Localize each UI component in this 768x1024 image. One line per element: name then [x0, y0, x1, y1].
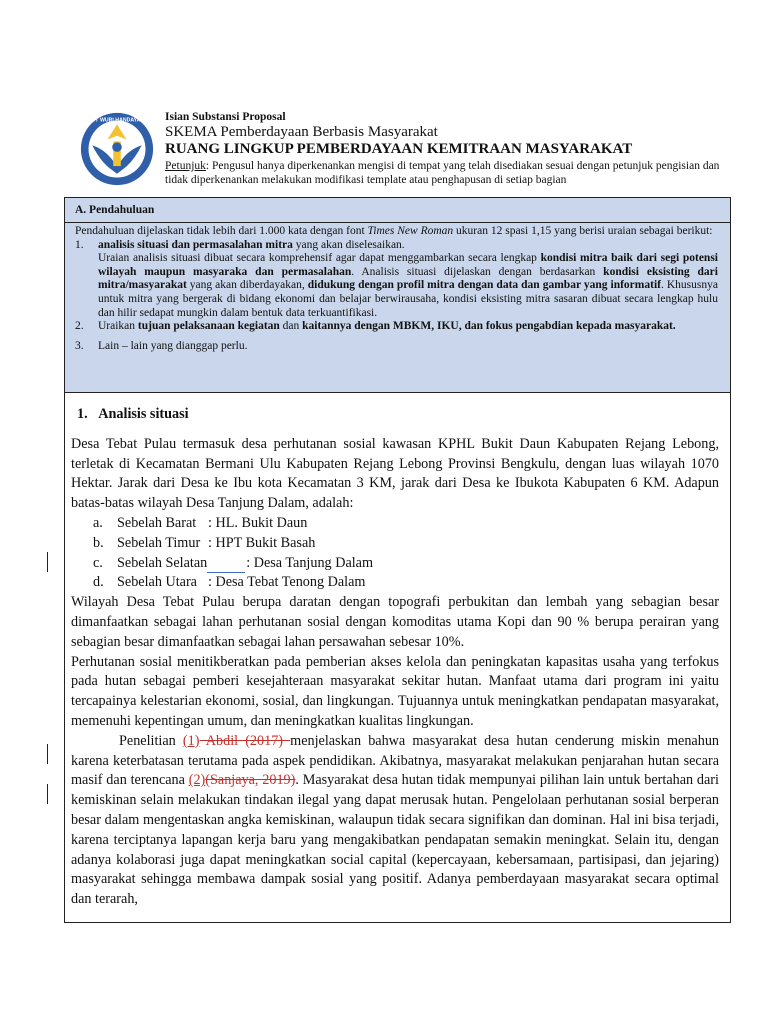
section-analisis-situasi	[65, 393, 730, 922]
section-a-guidance	[65, 223, 730, 393]
tracked-insertion: (1)	[182, 732, 200, 749]
tracked-deletion: (Sanjaya, 2019)	[205, 772, 296, 789]
guidance-item-3: 3. Lain – lain yang dianggap perlu.	[75, 339, 248, 352]
tut-wuri-handayani-logo	[79, 111, 155, 187]
list-item: a. Sebelah Barat : HL. Bukit Daun	[93, 514, 308, 531]
document-header	[165, 110, 735, 187]
guidance-item-2: 2. Uraikan tujuan pelaksanaan kegiatan dan kaitannya dengan MBKM, IKU, dan fokus pengabdian kepada masyarakat.	[75, 320, 676, 333]
guidance-item-1-detail: Uraian analisis situasi dibuat secara komprehensif agar dapat menggambarkan secara lengkap kondisi mitra baik dari segi potensi wilayah maupun masyaraka dan permasalahan. Analisis situasi dijelaskan dengan berdasarkan kondisi eksisting dari mitra/masyarakat yang akan diberdayakan, didukung dengan profil mitra dengan data dan gambar yang informatif. Khususnya untuk mitra yang bergerak di bidang ekonomi dan belajar berwirausaha, kondisi eksisting mitra sasaran dibuat secara lengkap hulu dan hilir sedapat mungkin dalam bentuk data terkuantifikasi.	[98, 252, 718, 319]
paragraph-social-forestry: Perhutanan sosial menitikberatkan pada pemberian akses kelola dan peningkatan kapasitas usaha yang terfokus pada hutan sebagai pemberi kesejahteraan masyarakat sekitar hutan. Manfaat utama dari program ini yaitu tercapainya kelestarian ekonomi, sosial, dan lingkungan. Tujuannya untuk meningkatkan pendapatan masyarakat, memenuhi kepentingan umum, dan meningkatkan kualitas lingkungan.	[71, 653, 719, 729]
instructions-text: : Pengusul hanya diperkenankan mengisi di tempat yang telah disediakan sesuai dengan petunjuk pengisian dan tidak diperkenankan melakukan modifikasi template atau penghapusan di setiap bagian	[165, 160, 720, 186]
section-heading: 1. Analisis situasi	[77, 406, 189, 422]
list-item: c. Sebelah Selatan : Desa Tanjung Dalam	[93, 554, 719, 574]
border-list	[71, 514, 719, 593]
guidance-item-1: 1. analisis situasi dan permasalahan mitra yang akan diselesaikan.	[75, 238, 405, 251]
header-scope: RUANG LINGKUP PEMBERDAYAAN KEMITRAAN MASYARAKAT	[165, 141, 633, 157]
tracked-insertion-mark	[207, 554, 245, 574]
paragraph-topography: Wilayah Desa Tebat Pulau berupa daratan dengan topografi perbukitan dan lembah yang sebagian besar dimanfaatkan sebagai lahan perhutanan sosial dengan komoditas utama Kopi dan 90 % berupa perairan yang sebagian besar dimanfaatkan sebagai lahan persawahan sebesar 10%.	[71, 594, 719, 650]
header-line1: Isian Substansi Proposal	[165, 111, 286, 123]
proposal-table	[64, 197, 731, 923]
header-instructions	[165, 159, 735, 187]
change-bar	[47, 784, 48, 804]
change-bar	[47, 744, 48, 764]
section-a-title: A. Pendahuluan	[65, 198, 730, 223]
logo-text: TUT WURI HANDAYANI	[88, 117, 146, 124]
change-bar	[47, 552, 48, 572]
list-item: d. Sebelah Utara : Desa Tebat Tenong Dalam	[93, 574, 366, 591]
header-scheme: SKEMA Pemberdayaan Berbasis Masyarakat	[165, 124, 438, 140]
section-a-intro: Pendahuluan dijelaskan tidak lebih dari 1.000 kata dengan font Times New Roman ukuran 12 spasi 1,15 yang berisi uraian sebagai berikut:	[75, 225, 713, 237]
paragraph-research: Penelitian (1) Abdil (2017) menjelaskan bahwa masyarakat desa hutan cenderung miskin menahun karena keterbatasan terutama pada aspek pendidikan. Akibatnya, masyarakat melakukan penjarahan hutan secara masif dan terencana (2)(Sanjaya, 2019). Masyarakat desa hutan tidak mempunyai pilihan lain untuk bertahan dari kemiskinan selain melakukan tindakan ilegal yang dapat merusak hutan. Pengelolaan perhutanan sosial berperan besar dalam mengentaskan angka kemiskinan, walaupun tidak secara signifikan dan dominan. Hal ini bisa terjadi, karena terciptanya lapangan kerja baru yang mengakibatkan pendapatan semakin meningkat. Selain itu, dengan adanya kolaborasi juga dapat meningkatkan social capital (kepercayaan, kebersamaan, partisipasi, dan jejaring) masyarakat sehingga membawa dampak sosial yang positif. Adanya pemberdayaan masyarakat secara optimal dan terarah,	[71, 732, 720, 908]
tracked-deletion: Abdil (2017)	[199, 732, 291, 749]
list-item: b. Sebelah Timur : HPT Bukit Basah	[93, 534, 316, 551]
instructions-prefix: Petunjuk	[165, 160, 206, 172]
tracked-insertion: (2)	[188, 772, 206, 789]
paragraph-location: Desa Tebat Pulau termasuk desa perhutanan sosial kawasan KPHL Bukit Daun Kabupaten Rejang Lebong, terletak di Kecamatan Bermani Ulu Kabupaten Rejang Lebong Provinsi Bengkulu, dengan luas wilayah 1070 Hektar. Jarak dari Desa ke Ibu kota Kecamatan 3 KM, jarak dari Desa ke Ibukota Kabupaten 6 KM. Adapun batas-batas wilayah Desa Tanjung Dalam, adalah:	[71, 435, 719, 512]
